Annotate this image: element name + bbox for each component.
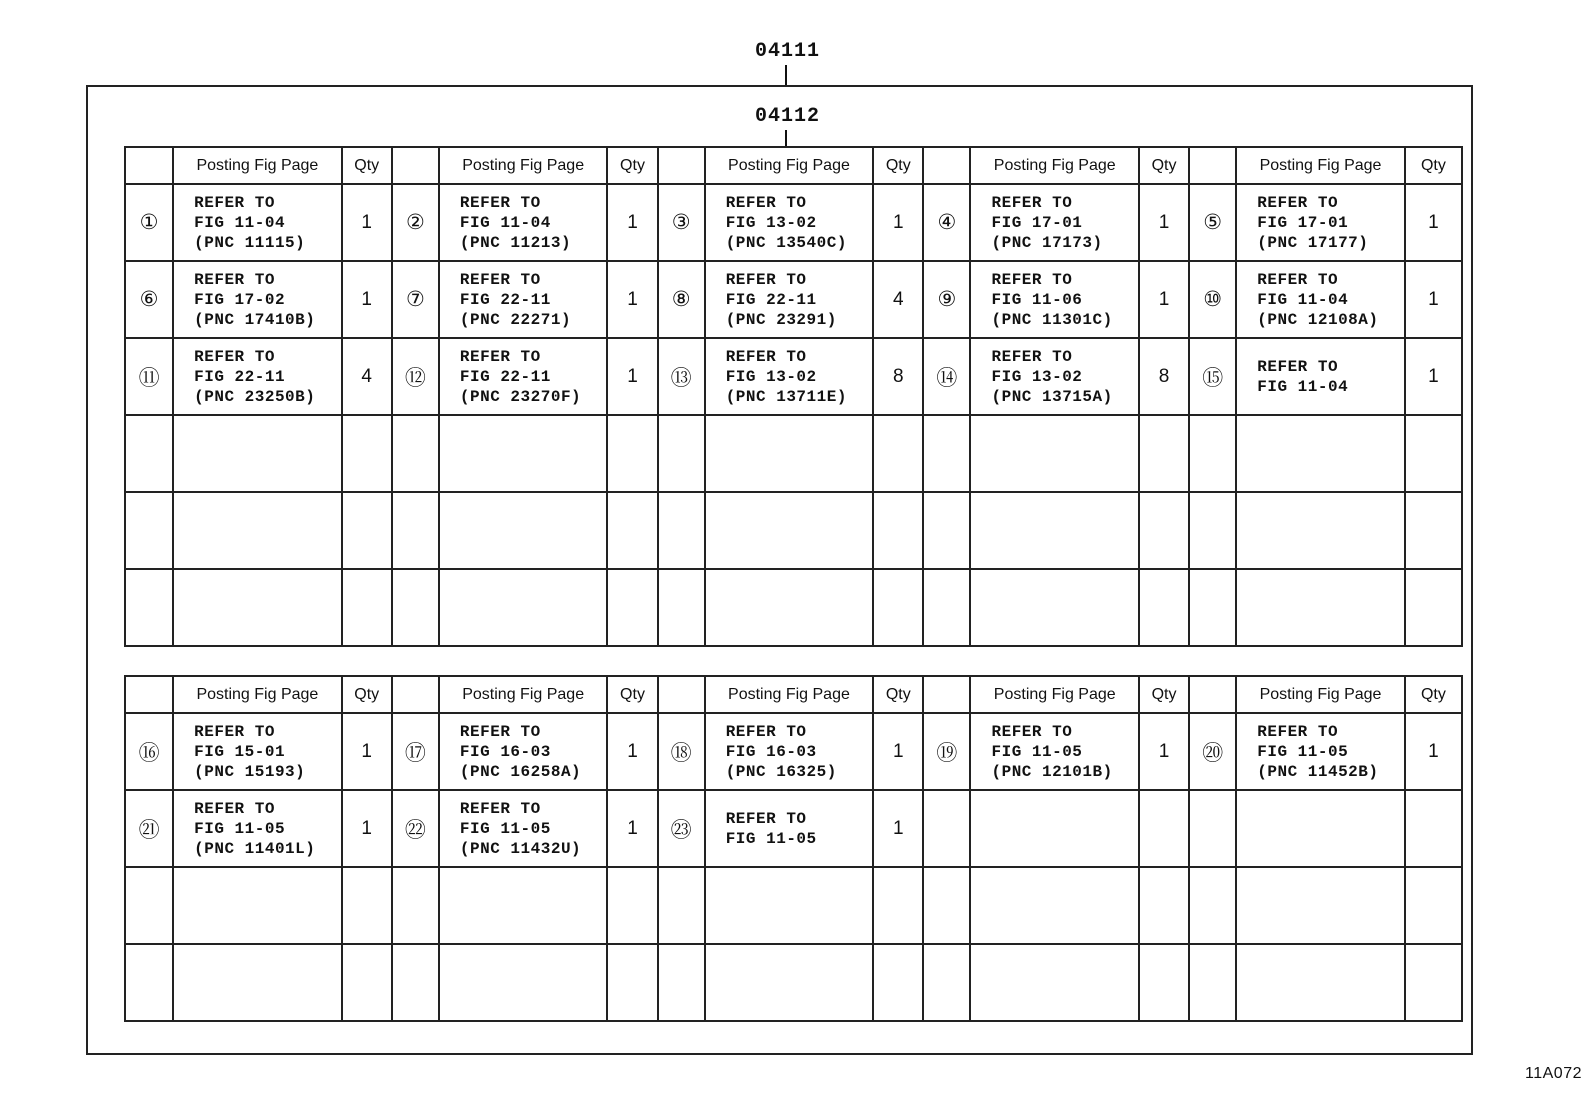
item-reference [173, 867, 342, 944]
item-qty: 1 [1405, 184, 1462, 261]
item-reference [1236, 944, 1405, 1021]
header-qty: Qty [1139, 676, 1189, 713]
reference-line: REFER TO [725, 809, 807, 828]
item-number [1189, 569, 1236, 646]
table-row [125, 569, 1462, 646]
item-number [125, 944, 173, 1021]
reference-line: (PNC 17410B) [194, 310, 316, 329]
reference-line: (PNC 16325) [725, 762, 837, 781]
item-reference [705, 867, 874, 944]
reference-line: (PNC 22271) [459, 310, 572, 329]
item-qty [873, 492, 923, 569]
item-reference [173, 790, 342, 867]
item-number [923, 569, 970, 646]
item-number: ⑩ [1189, 261, 1236, 338]
item-qty: 1 [1405, 261, 1462, 338]
item-number: ⑱ [658, 713, 705, 790]
item-reference [439, 415, 608, 492]
header-posting-fig-page: Posting Fig Page [1236, 676, 1405, 713]
table-row [125, 338, 1462, 415]
item-reference [970, 944, 1139, 1021]
item-qty: 1 [342, 184, 392, 261]
item-qty: 1 [1139, 713, 1189, 790]
item-reference [1236, 492, 1405, 569]
reference-line: (PNC 17177) [1257, 233, 1369, 252]
item-qty: 1 [607, 713, 657, 790]
table-row [125, 944, 1462, 1021]
item-number: ⑲ [923, 713, 970, 790]
item-number: ⑬ [658, 338, 705, 415]
reference-line: (PNC 11301C) [991, 310, 1113, 329]
item-qty [1139, 867, 1189, 944]
header-num-cell [658, 147, 705, 184]
item-qty: 1 [342, 790, 392, 867]
reference-line: (PNC 12101B) [991, 762, 1113, 781]
item-number: ⑤ [1189, 184, 1236, 261]
reference-line: REFER TO [1257, 193, 1339, 212]
item-reference [173, 713, 342, 790]
item-number [923, 944, 970, 1021]
item-qty [607, 944, 657, 1021]
top-parts-table [124, 146, 1463, 647]
item-reference [705, 569, 874, 646]
inner-leader-line [785, 130, 787, 146]
table-row [125, 415, 1462, 492]
item-number: ⑧ [658, 261, 705, 338]
table-row [125, 261, 1462, 338]
header-row [125, 147, 1462, 184]
item-reference [1236, 261, 1405, 338]
reference-line: FIG 11-04 [1257, 377, 1349, 396]
item-number: ③ [658, 184, 705, 261]
item-reference [439, 790, 608, 867]
reference-line: REFER TO [194, 799, 275, 818]
table-row [125, 790, 1462, 867]
item-reference [439, 338, 608, 415]
item-number [923, 415, 970, 492]
item-reference [439, 713, 608, 790]
item-qty: 4 [342, 338, 392, 415]
item-reference [439, 492, 608, 569]
header-num-cell [125, 676, 173, 713]
item-number [125, 569, 173, 646]
item-number [1189, 415, 1236, 492]
reference-line: REFER TO [725, 193, 807, 212]
item-number: ⑮ [1189, 338, 1236, 415]
item-reference [439, 569, 608, 646]
item-qty [607, 867, 657, 944]
reference-line: FIG 11-05 [991, 742, 1083, 761]
item-number: ⑥ [125, 261, 173, 338]
item-number [392, 867, 439, 944]
reference-line: REFER TO [459, 270, 541, 289]
item-qty [873, 867, 923, 944]
item-reference [970, 713, 1139, 790]
item-reference [970, 261, 1139, 338]
item-reference [439, 184, 608, 261]
item-reference [439, 261, 608, 338]
reference-line: REFER TO [991, 270, 1073, 289]
item-number: ④ [923, 184, 970, 261]
header-posting-fig-page: Posting Fig Page [1236, 147, 1405, 184]
item-number: ⑰ [392, 713, 439, 790]
item-number: ⑨ [923, 261, 970, 338]
item-reference [705, 184, 874, 261]
header-row [125, 676, 1462, 713]
item-number [658, 569, 705, 646]
header-num-cell [923, 676, 970, 713]
reference-line: FIG 13-02 [725, 213, 817, 232]
item-reference [173, 569, 342, 646]
item-reference [970, 338, 1139, 415]
item-reference [970, 184, 1139, 261]
reference-line: REFER TO [1257, 357, 1339, 376]
item-qty: 1 [342, 261, 392, 338]
item-number [658, 944, 705, 1021]
item-qty [1405, 415, 1462, 492]
table-row [125, 867, 1462, 944]
header-posting-fig-page: Posting Fig Page [970, 676, 1139, 713]
reference-line: REFER TO [459, 193, 541, 212]
reference-line: FIG 22-11 [194, 367, 286, 386]
header-qty: Qty [873, 147, 923, 184]
item-qty: 8 [1139, 338, 1189, 415]
item-qty: 1 [607, 261, 657, 338]
item-number [923, 867, 970, 944]
item-number [658, 492, 705, 569]
reference-line: FIG 16-03 [459, 742, 551, 761]
reference-line: REFER TO [991, 722, 1073, 741]
header-qty: Qty [873, 676, 923, 713]
item-number [1189, 944, 1236, 1021]
item-number [1189, 790, 1236, 867]
item-qty [342, 867, 392, 944]
item-reference [705, 415, 874, 492]
reference-line: (PNC 13711E) [725, 387, 847, 406]
outer-assembly-label: 04111 [755, 40, 821, 63]
reference-line: FIG 17-02 [194, 290, 286, 309]
item-qty [1139, 944, 1189, 1021]
header-num-cell [658, 676, 705, 713]
header-qty: Qty [607, 676, 657, 713]
item-number: ① [125, 184, 173, 261]
item-number: ② [392, 184, 439, 261]
item-number: ⑭ [923, 338, 970, 415]
reference-line: (PNC 23291) [725, 310, 837, 329]
header-posting-fig-page: Posting Fig Page [705, 147, 874, 184]
reference-line: FIG 11-04 [459, 213, 551, 232]
item-number: ⑪ [125, 338, 173, 415]
reference-line: REFER TO [725, 270, 807, 289]
item-qty [1405, 867, 1462, 944]
reference-line: (PNC 11432U) [459, 839, 582, 858]
inner-assembly-label: 04112 [755, 105, 821, 128]
item-reference [173, 492, 342, 569]
item-reference [705, 261, 874, 338]
reference-line: REFER TO [459, 722, 541, 741]
item-qty [1405, 790, 1462, 867]
item-number: ⑯ [125, 713, 173, 790]
item-number: ⑫ [392, 338, 439, 415]
reference-line: FIG 22-11 [725, 290, 817, 309]
header-posting-fig-page: Posting Fig Page [173, 147, 342, 184]
reference-line: FIG 11-04 [1257, 290, 1349, 309]
item-number: ㉓ [658, 790, 705, 867]
reference-line: FIG 22-11 [459, 367, 551, 386]
reference-line: (PNC 17173) [991, 233, 1103, 252]
header-qty: Qty [342, 147, 392, 184]
item-number: ⑦ [392, 261, 439, 338]
item-reference [970, 492, 1139, 569]
item-reference [173, 338, 342, 415]
header-posting-fig-page: Posting Fig Page [705, 676, 874, 713]
item-qty [1405, 944, 1462, 1021]
reference-line: FIG 11-05 [725, 829, 817, 848]
reference-line: REFER TO [194, 193, 275, 212]
outer-leader-line [785, 65, 787, 85]
reference-line: (PNC 15193) [194, 762, 306, 781]
item-reference [1236, 569, 1405, 646]
item-number [1189, 492, 1236, 569]
item-qty: 1 [1139, 261, 1189, 338]
table-row [125, 184, 1462, 261]
reference-line: REFER TO [725, 347, 807, 366]
item-reference [1236, 790, 1405, 867]
reference-line: REFER TO [1257, 270, 1339, 289]
reference-line: (PNC 13540C) [725, 233, 847, 252]
reference-line: (PNC 23250B) [194, 387, 316, 406]
item-qty: 1 [873, 790, 923, 867]
item-qty [873, 415, 923, 492]
header-qty: Qty [1139, 147, 1189, 184]
item-qty [342, 569, 392, 646]
item-qty [607, 492, 657, 569]
item-number: ⑳ [1189, 713, 1236, 790]
reference-line: REFER TO [459, 799, 541, 818]
item-number [125, 415, 173, 492]
reference-line: FIG 11-05 [194, 819, 286, 838]
item-qty [873, 569, 923, 646]
header-qty: Qty [607, 147, 657, 184]
reference-line: REFER TO [991, 193, 1073, 212]
reference-line: (PNC 16258A) [459, 762, 582, 781]
item-number [392, 492, 439, 569]
item-reference [705, 492, 874, 569]
item-reference [970, 790, 1139, 867]
item-qty: 1 [607, 790, 657, 867]
header-num-cell [1189, 676, 1236, 713]
item-qty [342, 492, 392, 569]
reference-line: REFER TO [1257, 722, 1339, 741]
item-qty [342, 415, 392, 492]
item-reference [173, 184, 342, 261]
item-qty [607, 415, 657, 492]
header-num-cell [1189, 147, 1236, 184]
reference-line: (PNC 11115) [194, 233, 306, 252]
item-qty [1139, 569, 1189, 646]
item-qty: 1 [1405, 713, 1462, 790]
figure-code: 11A072 [1525, 1065, 1582, 1082]
item-reference [705, 338, 874, 415]
reference-line: (PNC 13715A) [991, 387, 1113, 406]
reference-line: REFER TO [459, 347, 541, 366]
reference-line: FIG 11-06 [991, 290, 1083, 309]
header-qty: Qty [1405, 676, 1462, 713]
reference-line: FIG 13-02 [991, 367, 1083, 386]
header-num-cell [125, 147, 173, 184]
reference-line: FIG 11-05 [459, 819, 551, 838]
item-qty: 4 [873, 261, 923, 338]
item-reference [439, 944, 608, 1021]
item-reference [705, 790, 874, 867]
header-num-cell [923, 147, 970, 184]
item-reference [173, 261, 342, 338]
reference-line: (PNC 11401L) [194, 839, 316, 858]
reference-line: FIG 11-05 [1257, 742, 1349, 761]
item-reference [1236, 867, 1405, 944]
item-qty [342, 944, 392, 1021]
reference-line: REFER TO [194, 270, 275, 289]
reference-line: FIG 11-04 [194, 213, 286, 232]
item-qty [1405, 492, 1462, 569]
item-qty: 8 [873, 338, 923, 415]
header-qty: Qty [1405, 147, 1462, 184]
item-qty: 1 [1405, 338, 1462, 415]
item-number [923, 790, 970, 867]
header-num-cell [392, 147, 439, 184]
item-reference [173, 944, 342, 1021]
bottom-parts-table [124, 675, 1463, 1022]
item-qty: 1 [873, 184, 923, 261]
item-qty [1139, 790, 1189, 867]
table-row [125, 492, 1462, 569]
header-posting-fig-page: Posting Fig Page [173, 676, 342, 713]
reference-line: FIG 13-02 [725, 367, 817, 386]
reference-line: (PNC 11213) [459, 233, 572, 252]
reference-line: FIG 15-01 [194, 742, 286, 761]
item-reference [1236, 415, 1405, 492]
reference-line: REFER TO [194, 722, 275, 741]
item-qty [1139, 415, 1189, 492]
item-number [1189, 867, 1236, 944]
item-qty: 1 [1139, 184, 1189, 261]
item-qty [607, 569, 657, 646]
item-qty: 1 [607, 184, 657, 261]
item-reference [1236, 713, 1405, 790]
item-number: ㉒ [392, 790, 439, 867]
header-posting-fig-page: Posting Fig Page [970, 147, 1139, 184]
item-reference [1236, 184, 1405, 261]
reference-line: FIG 17-01 [991, 213, 1083, 232]
item-number [658, 867, 705, 944]
item-qty [873, 944, 923, 1021]
reference-line: (PNC 12108A) [1257, 310, 1379, 329]
item-reference [970, 415, 1139, 492]
item-number [125, 867, 173, 944]
header-posting-fig-page: Posting Fig Page [439, 676, 608, 713]
item-qty: 1 [342, 713, 392, 790]
reference-line: REFER TO [194, 347, 275, 366]
item-qty: 1 [873, 713, 923, 790]
item-reference [1236, 338, 1405, 415]
item-reference [439, 867, 608, 944]
reference-line: FIG 16-03 [725, 742, 817, 761]
header-qty: Qty [342, 676, 392, 713]
item-reference [705, 713, 874, 790]
item-number [923, 492, 970, 569]
item-qty [1139, 492, 1189, 569]
reference-line: (PNC 11452B) [1257, 762, 1379, 781]
item-reference [970, 569, 1139, 646]
item-number [658, 415, 705, 492]
table-row [125, 713, 1462, 790]
item-number: ㉑ [125, 790, 173, 867]
item-reference [970, 867, 1139, 944]
item-reference [173, 415, 342, 492]
item-qty [1405, 569, 1462, 646]
reference-line: REFER TO [725, 722, 807, 741]
reference-line: FIG 22-11 [459, 290, 551, 309]
item-qty: 1 [607, 338, 657, 415]
header-posting-fig-page: Posting Fig Page [439, 147, 608, 184]
item-reference [705, 944, 874, 1021]
header-num-cell [392, 676, 439, 713]
reference-line: FIG 17-01 [1257, 213, 1349, 232]
item-number [392, 569, 439, 646]
item-number [125, 492, 173, 569]
reference-line: REFER TO [991, 347, 1073, 366]
item-number [392, 415, 439, 492]
reference-line: (PNC 23270F) [459, 387, 582, 406]
item-number [392, 944, 439, 1021]
